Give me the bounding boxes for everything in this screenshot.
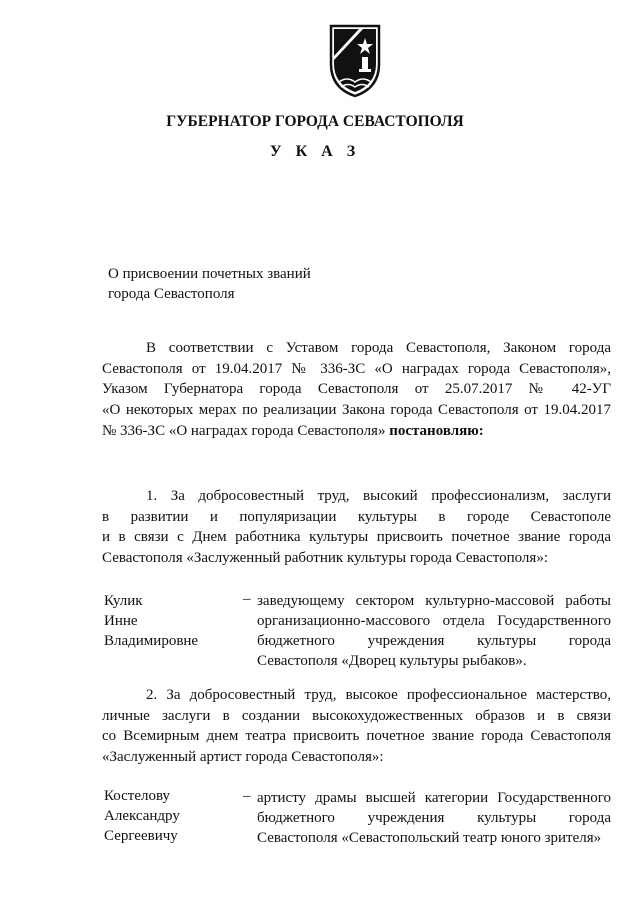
text-line: и в связи с Днем работника культуры присвоить почетное звание города: [102, 529, 611, 546]
document-type: У К А З: [269, 143, 361, 160]
subject-line: города Севастополя: [108, 286, 235, 302]
decree-word: постановляю:: [389, 422, 484, 439]
item-1-paragraph: [102, 486, 611, 569]
text-line: «Заслуженный артист города Севастополя»:: [102, 749, 384, 766]
dash: –: [243, 591, 251, 607]
text-line: 1. За добросовестный труд, высокий профессионализм, заслуги: [146, 488, 611, 504]
text-line: личные заслуги в создании высокохудожественных образов и в связи: [102, 707, 611, 724]
sevastopol-coat-of-arms-icon: [325, 20, 385, 98]
awardee-1-name: [104, 591, 198, 651]
subject-line: О присвоении почетных званий: [108, 266, 311, 282]
surname: Костелову: [104, 788, 171, 804]
text-line: бюджетного учреждения культуры города: [257, 810, 611, 826]
awardee-2-name: [104, 786, 180, 846]
text-line: Севастополя от 19.04.2017 № 336-ЗС «О наградах города Севастополя»,: [102, 360, 611, 377]
preamble-paragraph: [102, 338, 611, 442]
text-line: артисту драмы высшей категории Государственного: [257, 790, 611, 806]
text-line: со Всемирным днем театра присвоить почетное звание города Севастополя: [102, 728, 611, 745]
given-name: Александру: [104, 808, 180, 824]
issuer-title: ГУБЕРНАТОР ГОРОДА СЕВАСТОПОЛЯ: [166, 113, 464, 130]
decree-subject: [108, 264, 311, 304]
text-line: В соответствии с Уставом города Севастополя, Законом города: [146, 340, 611, 356]
given-name: Инне: [104, 613, 138, 629]
text-line: «О некоторых мерах по реализации Закона города Севастополя от 19.04.2017: [102, 402, 611, 419]
patronymic: Владимировне: [104, 633, 199, 649]
dash: –: [243, 788, 251, 804]
text-line: 2. За добросовестный труд, высокое профессиональное мастерство,: [146, 687, 611, 703]
awardee-2-position: [257, 788, 611, 848]
text-line: заведующему сектором культурно-массовой работы: [257, 593, 611, 609]
text-line: бюджетного учреждения культуры города: [257, 633, 611, 649]
text-line: организационно-массового отдела Государственного: [257, 613, 611, 629]
text-line: Севастополя «Заслуженный работник культуры города Севастополя»:: [102, 550, 548, 567]
text-line: № 336-ЗС «О наградах города Севастополя» постановляю:: [102, 422, 484, 439]
item-2-paragraph: [102, 685, 611, 768]
surname: Кулик: [104, 593, 143, 609]
patronymic: Сергеевичу: [104, 828, 178, 844]
text-line: в развитии и популяризации культуры в городе Севастополе: [102, 508, 611, 525]
text-line: Указом Губернатора города Севастополя от 25.07.2017 № 42-УГ: [102, 381, 611, 398]
text-line: Севастополя «Севастопольский театр юного зрителя»: [257, 830, 602, 846]
text-line: Севастополя «Дворец культуры рыбаков».: [257, 653, 527, 669]
awardee-1-position: [257, 591, 611, 671]
